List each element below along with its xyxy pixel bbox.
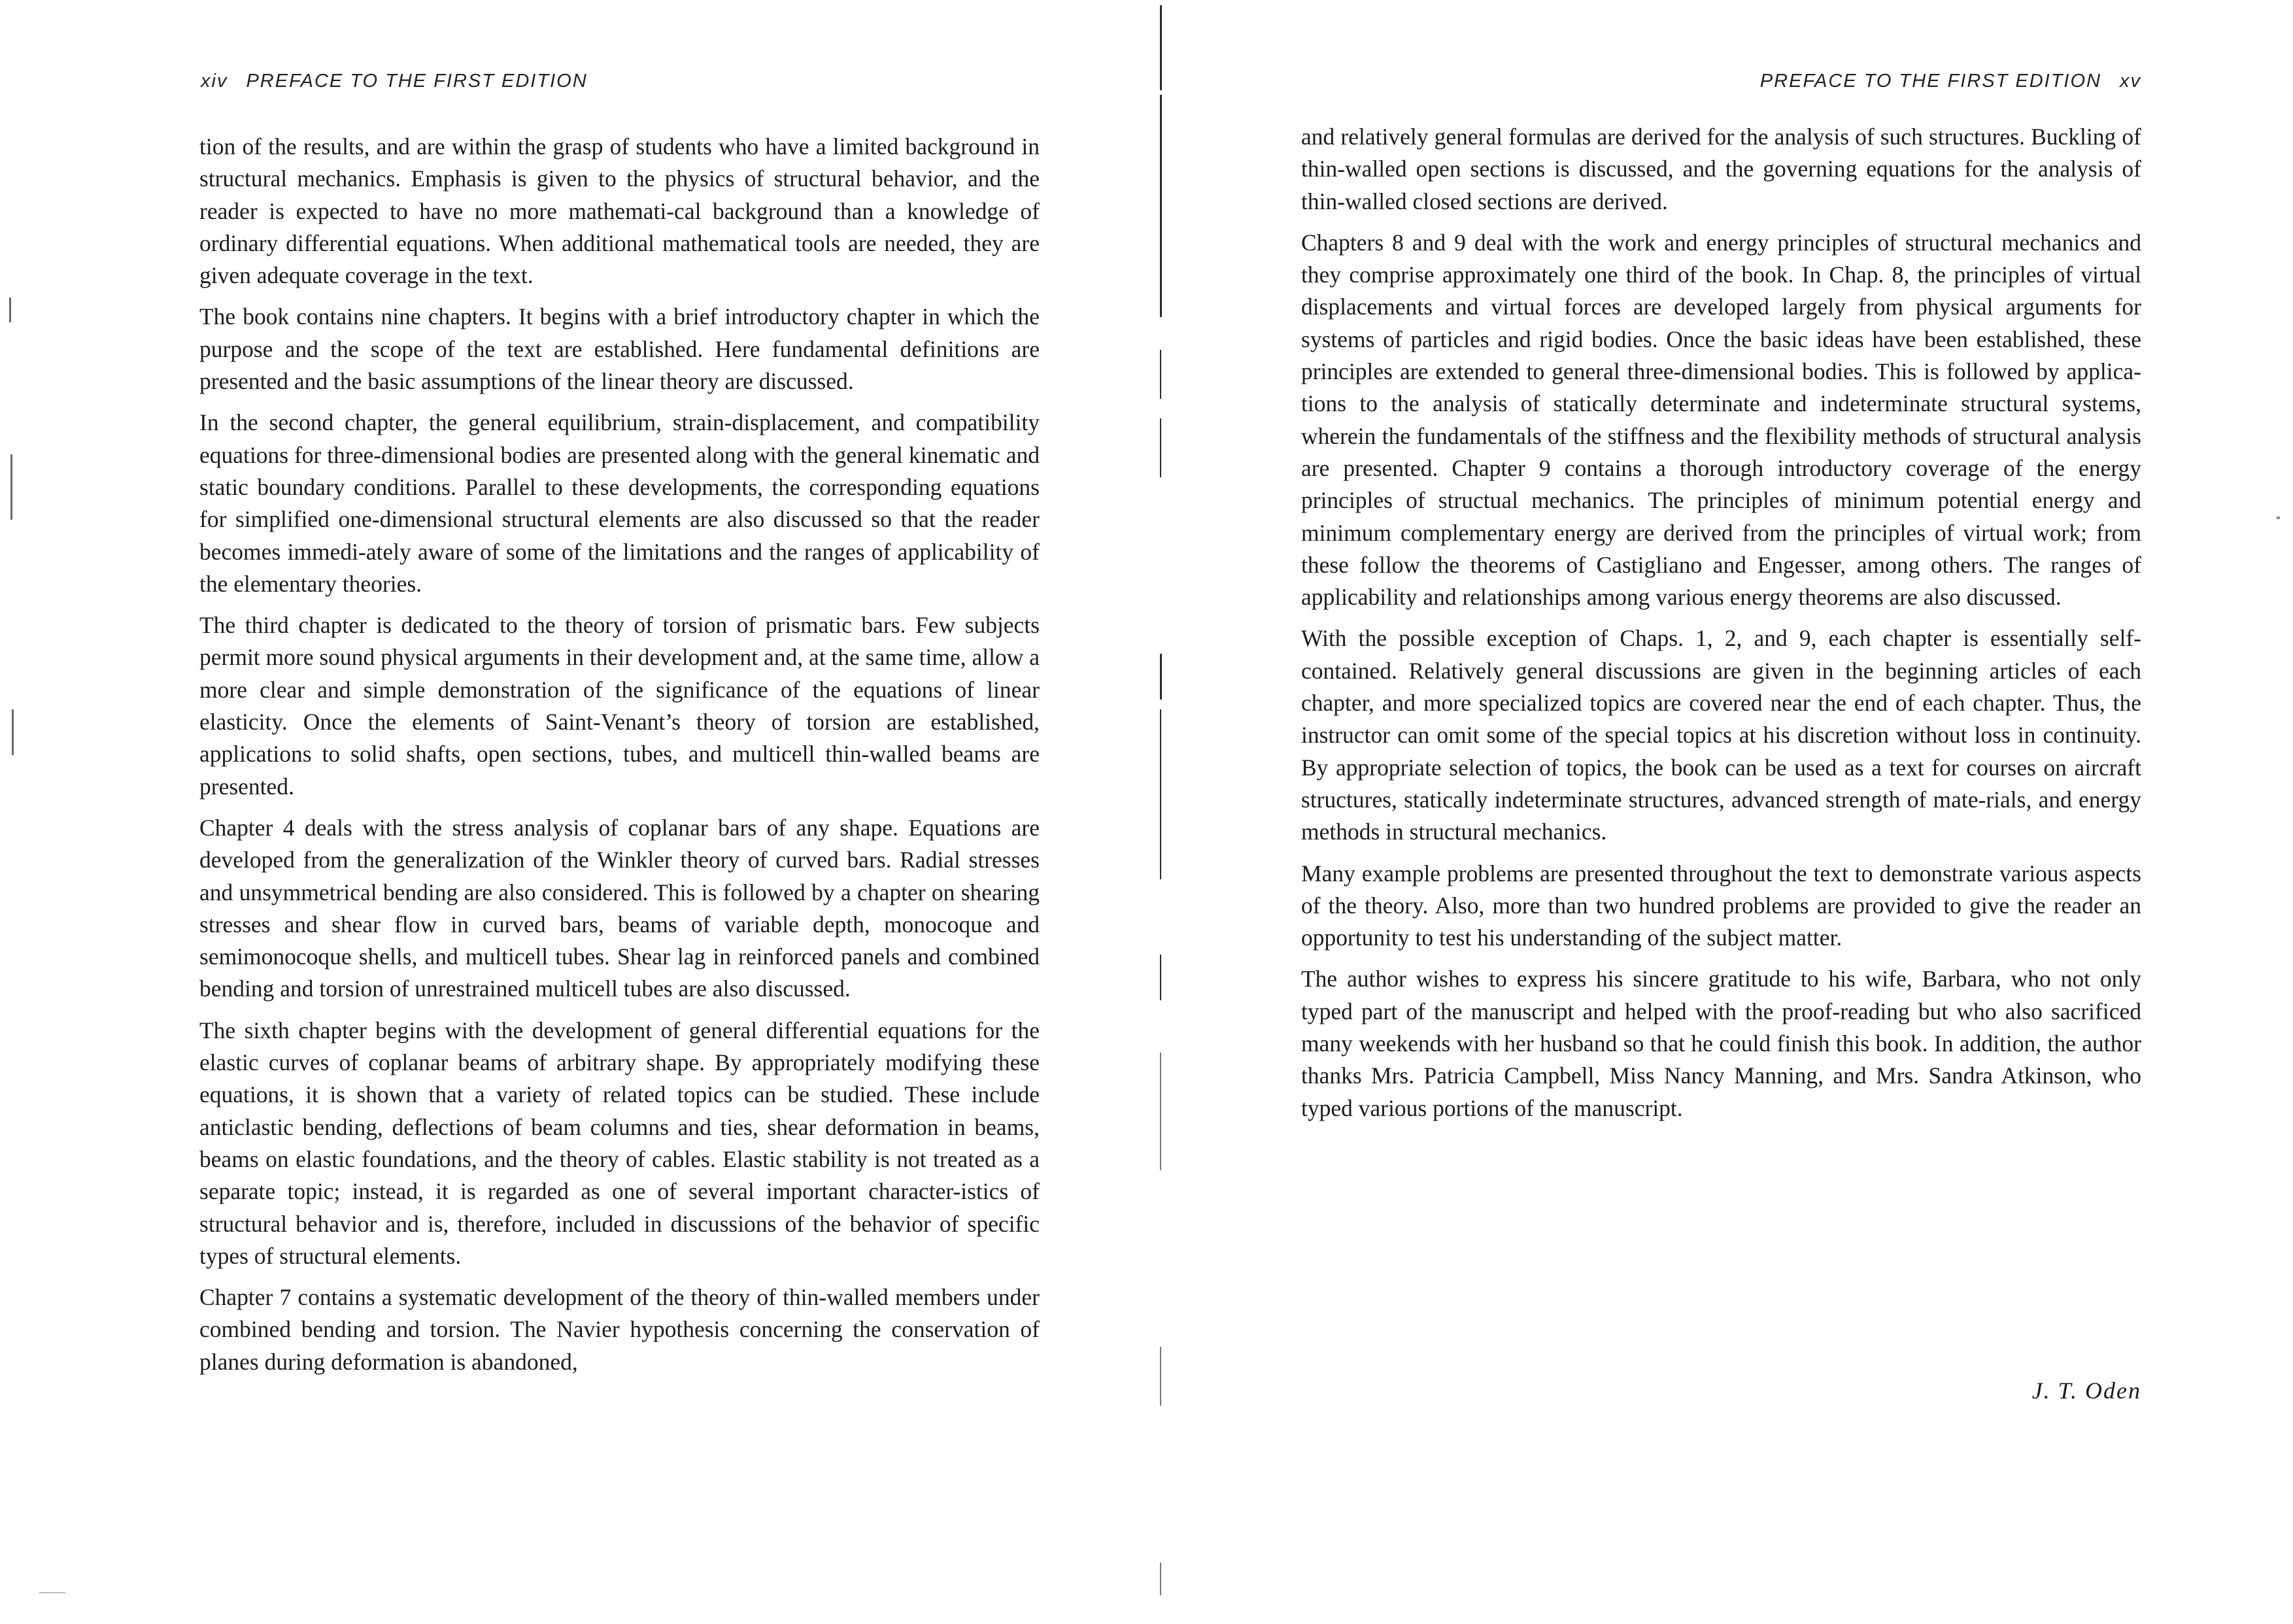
gutter-line-mid bbox=[1160, 350, 1161, 399]
gutter-line-lower2 bbox=[1160, 1053, 1161, 1170]
left-paragraph-5: Chapter 4 deals with the stress analysis of coplanar bars of any shape. Equations are developed from the generalization of the Winkler theory of curved bars. Radial stresses and unsymmetrical bending are also considered. This is followed by a chapter on shearing stresses and shear flow in curved bars, beams of variable depth, monocoque and semimonocoque shells, and multicell tubes. Shear lag in reinforced panels and combined bending and torsion of unrestrained multicell tubes are also discussed. bbox=[199, 814, 1040, 1002]
right-paragraph-5: The author wishes to express his sincere gratitude to his wife, Barbara, who not only typed part of the manuscript and helped with the proof-reading but who also sacrificed many weekends with her husband so that he could finish this book. In addition, the author thanks Mrs. Patricia Campbell, Miss Nancy Manning, and Mrs. Sandra Atkinson, who typed various portions of the manuscript. bbox=[1301, 966, 2141, 1121]
right-paragraph-2: Chapters 8 and 9 deal with the work and energy principles of structural mechanics and they comprise approximately one third of the book. In Chap. 8, the principles of virtual displacements and virtual forces are developed largely from physical arguments for systems of particles and rigid bodies. Once the basic ideas have been established, these principles are extended to general three-dimensional bodies. This is followed by applica-tions to the analysis of statically determinate and indeterminate structural systems, wherein the fundamentals of the stiffness and the flexibility methods of structural analysis are presented. Chapter 9 contains a thorough introductory coverage of the energy principles of structual mechanics. The principles of minimum potential energy and minimum complementary energy are derived from the principles of virtual work; from these follow the theorems of Castigliano and Engesser, among others. The ranges of applicability and relationships among various energy theorems are also discussed. bbox=[1301, 229, 2141, 611]
gutter-line-mid4 bbox=[1160, 709, 1161, 879]
left-body-text bbox=[199, 131, 1040, 1387]
left-margin-dot bbox=[39, 1592, 65, 1593]
right-running-head-title: PREFACE TO THE FIRST EDITION bbox=[1759, 71, 2101, 92]
right-body-text bbox=[1301, 121, 2141, 1134]
left-paragraph-6: The sixth chapter begins with the development of general differential equations for the elastic curves of coplanar beams of arbitrary shape. By appropriately modifying these equations, it is shown that a variety of related topics can be studied. These include anticlastic bending, deflections of beam columns and ties, shear deformation in beams, beams on elastic foundations, and the theory of cables. Elastic stability is not treated as a separate topic; instead, it is regarded as one of several important character-istics of structural behavior and is, therefore, included in discussions of the behavior of specific types of structural elements. bbox=[199, 1017, 1040, 1269]
author-signature: J. T. Oden bbox=[2031, 1378, 2141, 1404]
left-paragraph-7: Chapter 7 contains a systematic development of the theory of thin-walled members under combined bending and torsion. The Navier hypothesis concerning the conservation of planes during deformation is abandoned, bbox=[199, 1284, 1040, 1375]
right-paragraph-4: Many example problems are presented throughout the text to demonstrate various aspects of the theory. Also, more than two hundred problems are provided to give the reader an opportunity to test his understanding of the subject matter. bbox=[1301, 860, 2141, 951]
left-page bbox=[199, 0, 1040, 1624]
gutter-line-upper bbox=[1160, 95, 1162, 317]
gutter-line-mid3 bbox=[1160, 654, 1162, 700]
gutter-line-mid2 bbox=[1160, 418, 1161, 477]
left-paragraph-2: The book contains nine chapters. It begins with a brief introductory chapter in which the purpose and the scope of the text are established. Here fundamental definitions are presented and the basic assumptions of the linear theory are discussed. bbox=[199, 303, 1040, 395]
left-paragraph-1: tion of the results, and are within the grasp of students who have a limited background in structural mechanics. Emphasis is given to the physics of structural behavior, and the reader is expected to have no more mathemati-cal background than a knowledge of ordinary differential equations. When additional mathematical tools are needed, they are given adequate coverage in the text. bbox=[199, 133, 1040, 289]
gutter-line-lower3 bbox=[1160, 1347, 1161, 1406]
right-paragraph-1: and relatively general formulas are derived for the analysis of such structures. Buckling of thin-walled open sections is discussed, and the governing equations for the analysis of thin-walled closed sections are derived. bbox=[1301, 124, 2141, 214]
right-page bbox=[1301, 0, 2141, 1624]
left-page-number: xiv bbox=[201, 71, 228, 92]
gutter-line-lower bbox=[1160, 955, 1161, 1000]
left-paragraph-4: The third chapter is dedicated to the theory of torsion of prismatic bars. Few subjects permit more sound physical arguments in their development and, at the same time, allow a more clear and simple demonstration of the significance of the equations of linear elasticity. Once the elements of Saint-Venant’s theory of torsion are established, applications to solid shafts, open sections, tubes, and multicell thin-walled beams are presented. bbox=[199, 612, 1040, 800]
left-margin-mark-1 bbox=[9, 297, 11, 322]
left-margin-mark-2 bbox=[10, 454, 12, 520]
gutter-line-top bbox=[1160, 5, 1162, 90]
left-running-head-title: PREFACE TO THE FIRST EDITION bbox=[246, 71, 588, 92]
left-paragraph-3: In the second chapter, the general equilibrium, strain-displacement, and compatibility equations for three-dimensional bodies are presented along with the general kinematic and static boundary conditions. Parallel to these developments, the corresponding equations for simplified one-dimensional structural elements are also discussed so that the reader becomes immedi-ately aware of some of the limitations and the ranges of applicability of the elementary theories. bbox=[199, 409, 1040, 597]
right-page-number: xv bbox=[2120, 71, 2141, 92]
left-margin-mark-3 bbox=[12, 709, 14, 755]
gutter-line-bottom bbox=[1160, 1563, 1161, 1595]
right-paragraph-3: With the possible exception of Chaps. 1, 2, and 9, each chapter is essentially self-contained. Relatively general discussions are given in the beginning articles of each chapter, and more specialized topics are covered near the end of each chapter. Thus, the instructor can omit some of the special topics at his discretion without loss in continuity. By appropriate selection of topics, the book can be used as a text for courses on aircraft structures, statically indeterminate structures, advanced strength of mate-rials, and energy methods in structural mechanics. bbox=[1301, 625, 2141, 845]
right-margin-dot bbox=[2277, 516, 2280, 519]
left-running-head bbox=[201, 71, 588, 92]
right-running-head bbox=[1760, 71, 2141, 92]
